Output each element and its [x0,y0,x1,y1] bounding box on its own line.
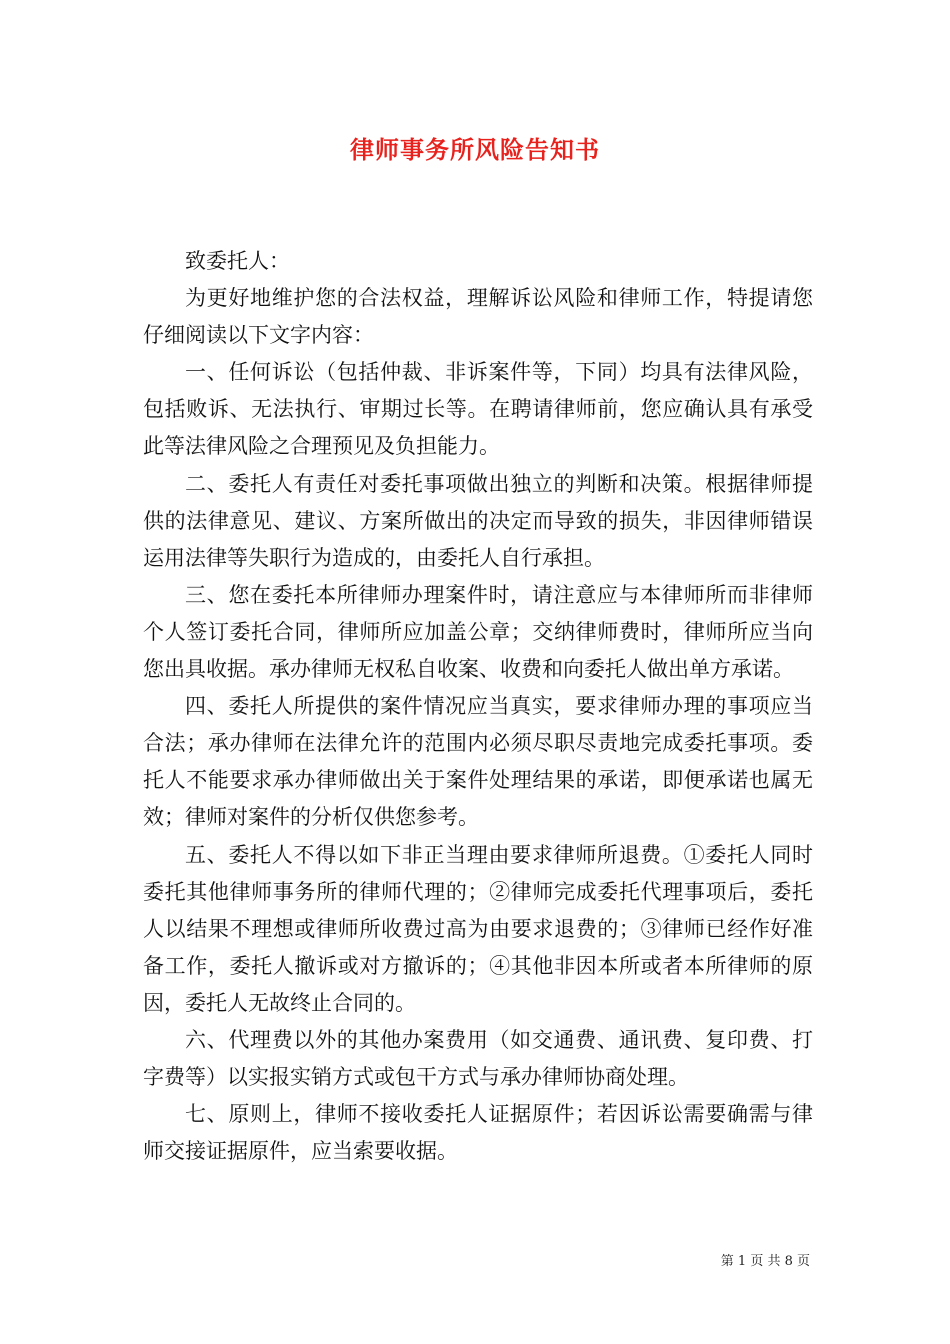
clause-paragraph-4: 四、委托人所提供的案件情况应当真实，要求律师办理的事项应当合法；承办律师在法律允许的范围内必须尽职尽责地完成委托事项。委托人不能要求承办律师做出关于案件处理结果的承诺，即便承诺也属无效；律师对案件的分析仅供您参考。 [143,694,813,830]
clause-paragraph-1: 一、任何诉讼（包括仲裁、非诉案件等，下同）均具有法律风险，包括败诉、无法执行、审期过长等。在聘请律师前，您应确认具有承受此等法律风险之合理预见及负担能力。 [143,360,813,459]
document-body [143,243,813,1170]
clause-paragraph-6: 六、代理费以外的其他办案费用（如交通费、通讯费、复印费、打字费等）以实报实销方式或包干方式与承办律师协商处理。 [143,1027,813,1090]
clause-paragraph-2: 二、委托人有责任对委托事项做出独立的判断和决策。根据律师提供的法律意见、建议、方案所做出的决定而导致的损失，非因律师错误运用法律等失职行为造成的，由委托人自行承担。 [143,471,813,570]
intro-paragraph: 为更好地维护您的合法权益，理解诉讼风险和律师工作，特提请您仔细阅读以下文字内容： [143,286,813,348]
document-title: 律师事务所风险告知书 [350,135,600,164]
salutation: 致委托人： [185,249,290,273]
clause-paragraph-7: 七、原则上，律师不接收委托人证据原件；若因诉讼需要确需与律师交接证据原件，应当索要收据。 [143,1102,813,1164]
clause-paragraph-3: 三、您在委托本所律师办理案件时，请注意应与本律师所而非律师个人签订委托合同，律师所应加盖公章；交纳律师费时，律师所应当向您出具收据。承办律师无权私自收案、收费和向委托人做出单方承诺。 [143,582,813,682]
page-number: 第 1 页 共 8 页 [720,1254,810,1269]
clause-paragraph-5: 五、委托人不得以如下非正当理由要求律师所退费。①委托人同时委托其他律师事务所的律师代理的；②律师完成委托代理事项后，委托人以结果不理想或律师所收费过高为由要求退费的；③律师已经作好准备工作，委托人撤诉或对方撤诉的；④其他非因本所或者本所律师的原因，委托人无故终止合同的。 [143,842,813,1015]
